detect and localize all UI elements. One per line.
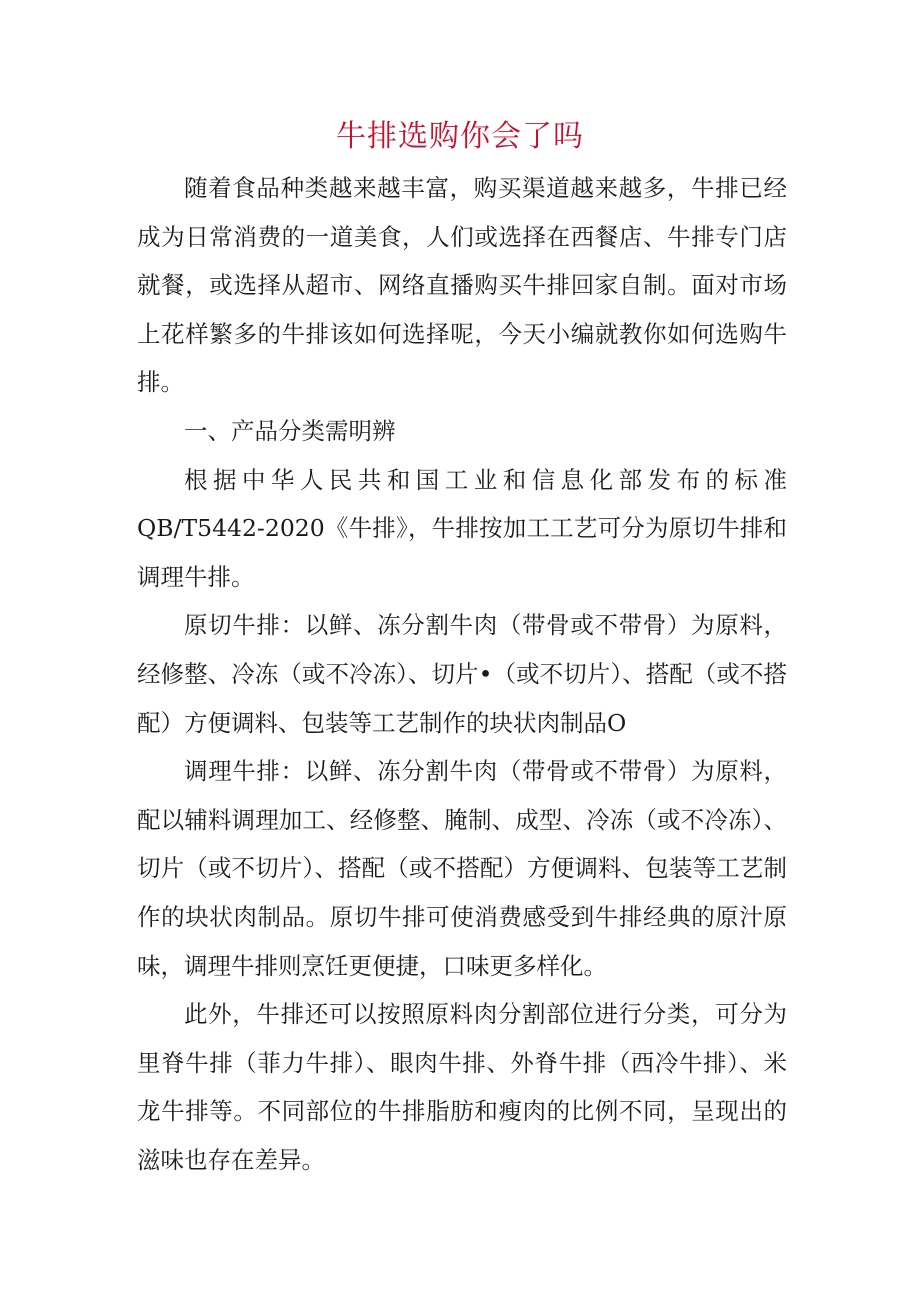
page-title: 牛排选购你会了吗	[336, 119, 584, 154]
seasoned-steak-paragraph: 调理牛排：以鲜、冻分割牛肉（带骨或不带骨）为原料，配以辅料调理加工、经修整、腌制、成型、冷冻（或不冷冻）、切片（或不切片）、搭配（或不搭配）方便调料、包装等工艺制作的块状肉制品。原切牛排可使消费感受到牛排经典的原汁原味，调理牛排则烹饪更便捷，口味更多样化。	[137, 757, 787, 980]
section-heading: 一、产品分类需明辨	[184, 416, 396, 445]
document-body	[137, 164, 787, 1184]
standard-paragraph: 根据中华人民共和国工业和信息化部发布的标准QB/T5442-2020《牛排》，牛排按加工工艺可分为原切牛排和调理牛排。	[137, 465, 787, 591]
intro-paragraph: 随着食品种类越来越丰富，购买渠道越来越多，牛排已经成为日常消费的一道美食，人们或选择在西餐店、牛排专门店就餐，或选择从超市、网络直播购买牛排回家自制。面对市场上花样繁多的牛排该如何选择呢，今天小编就教你如何选购牛排。	[137, 174, 787, 397]
original-cut-paragraph: 原切牛排：以鲜、冻分割牛肉（带骨或不带骨）为原料，经修整、冷冻（或不冷冻）、切片•（或不切片）、搭配（或不搭配）方便调料、包装等工艺制作的块状肉制品O	[137, 611, 787, 737]
cut-parts-paragraph: 此外，牛排还可以按照原料肉分割部位进行分类，可分为里脊牛排（菲力牛排）、眼肉牛排、外脊牛排（西冷牛排）、米龙牛排等。不同部位的牛排脂肪和瘦肉的比例不同，呈现出的滋味也存在差异。	[137, 1000, 787, 1174]
